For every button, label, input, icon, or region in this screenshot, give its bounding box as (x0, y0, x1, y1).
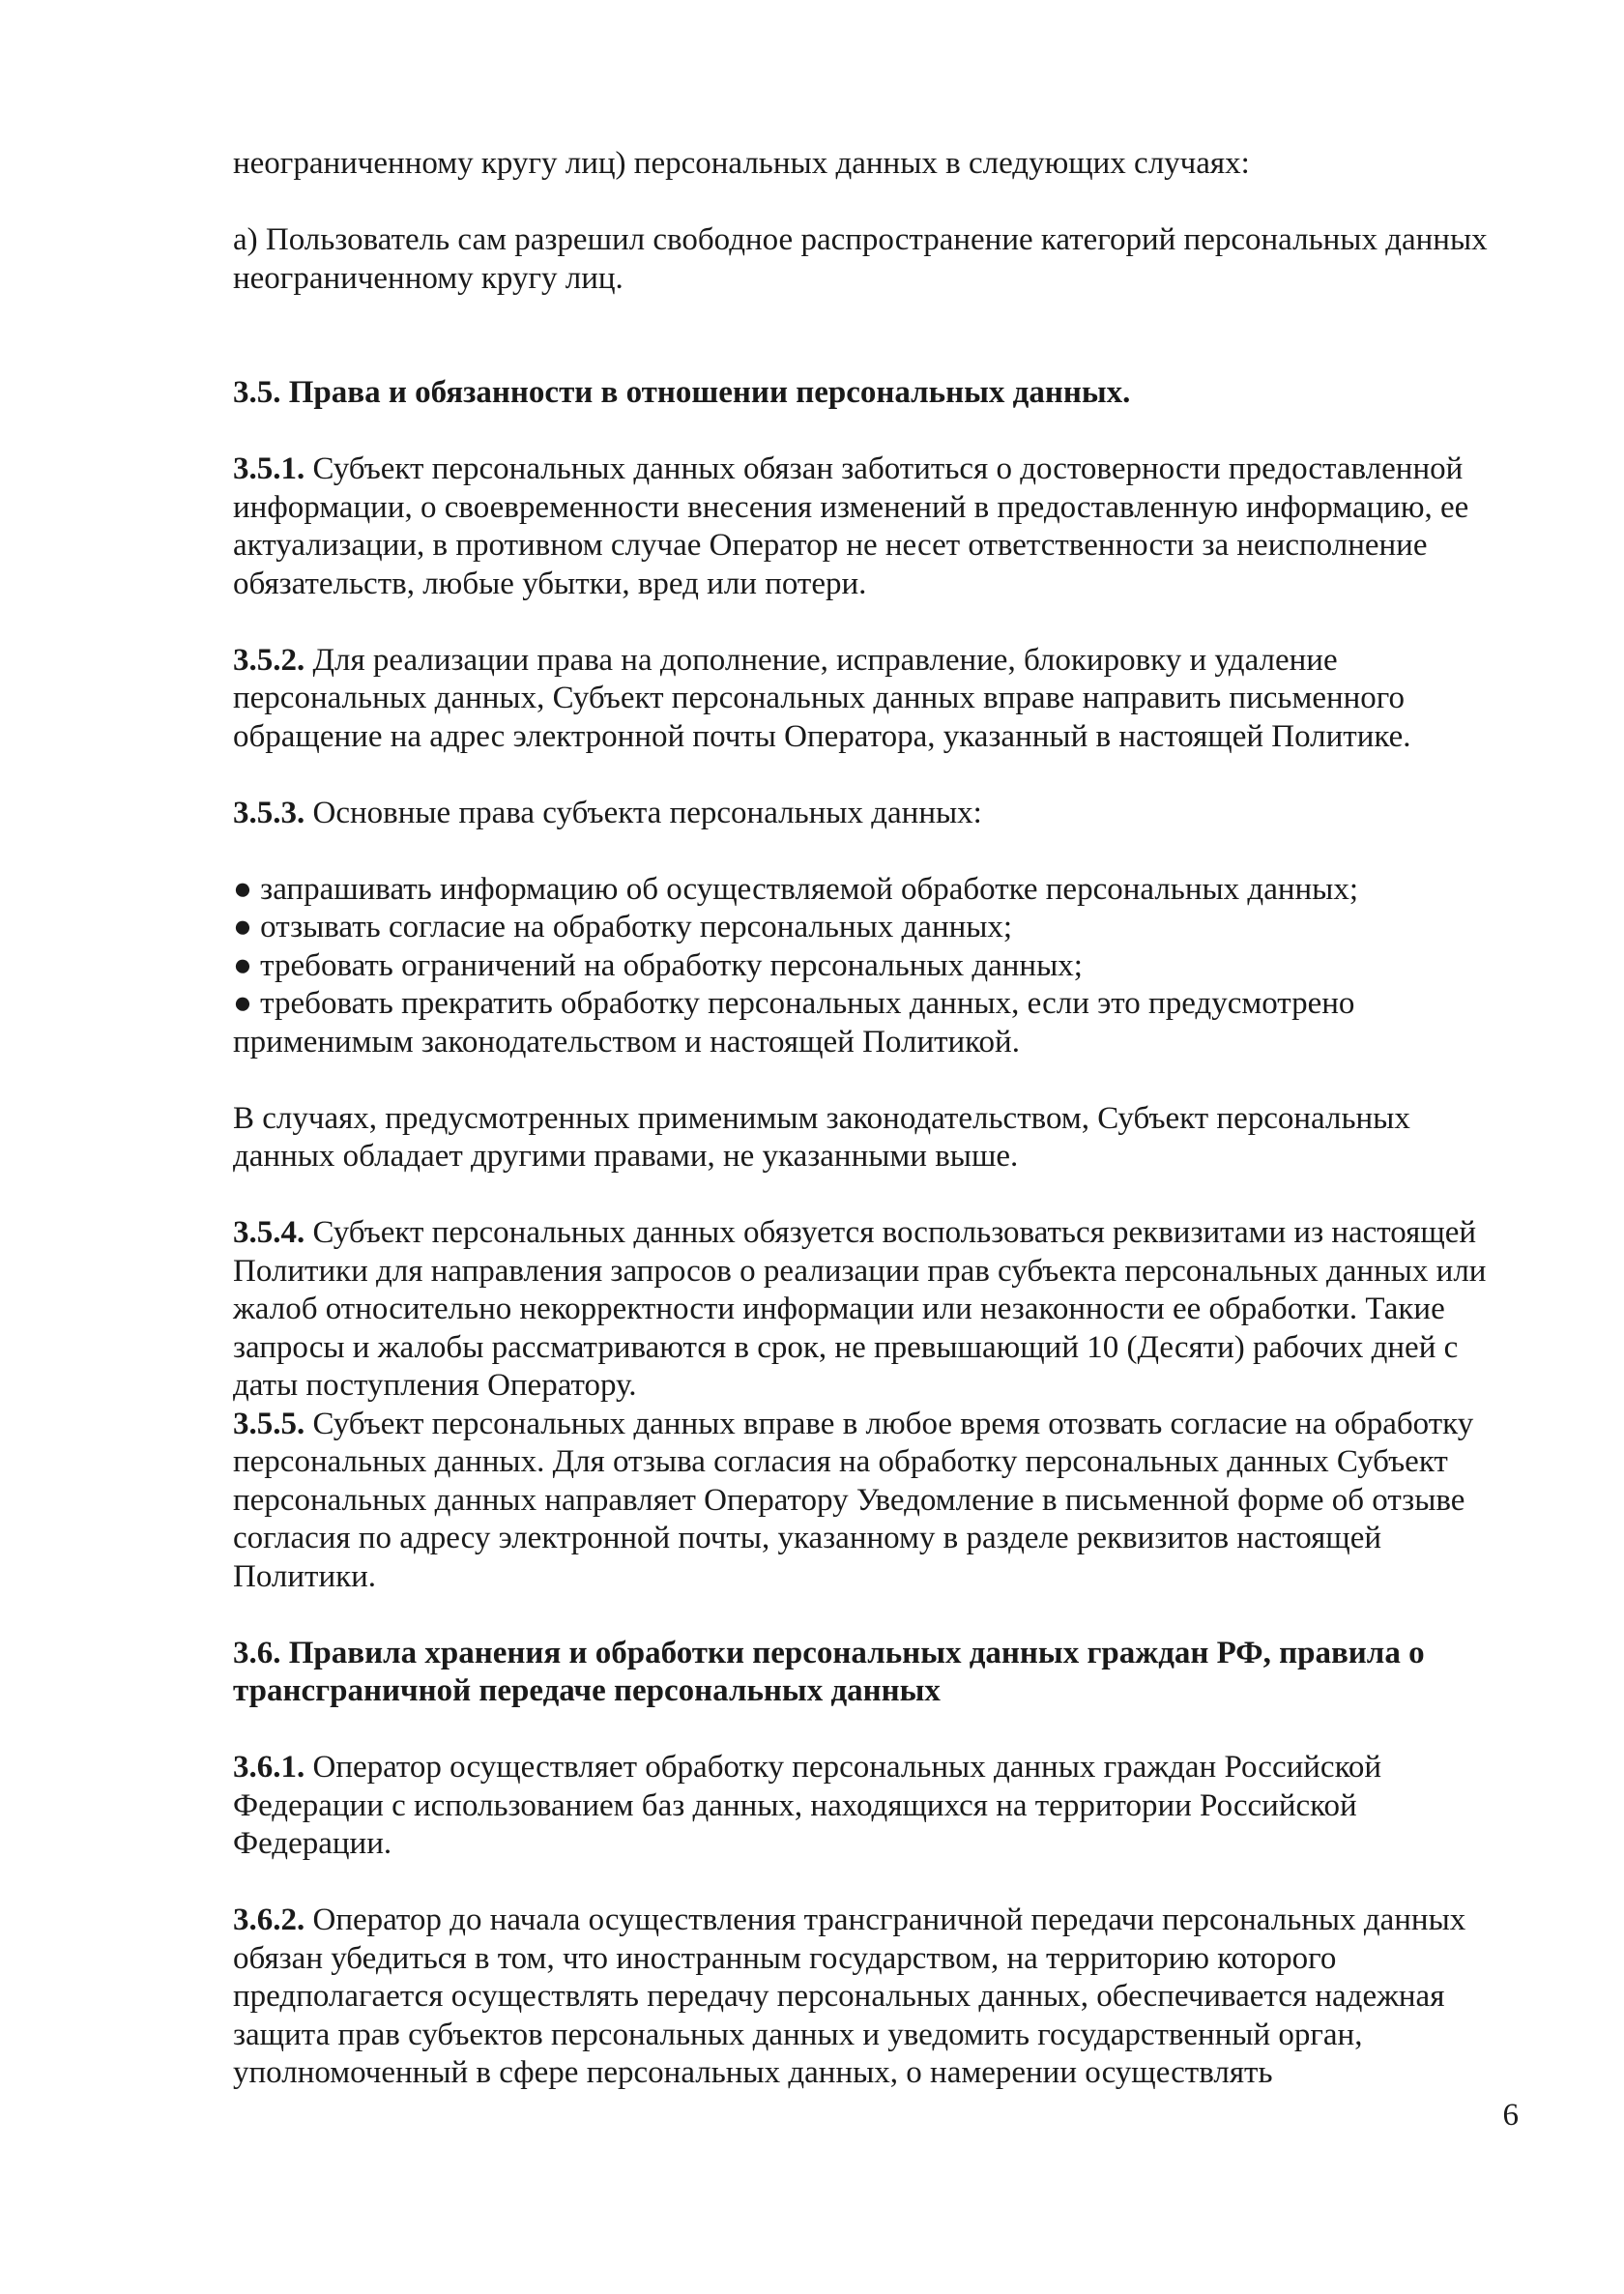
clause-number: 3.6.1. (233, 1750, 305, 1785)
clause-text: Субъект персональных данных вправе в любое время отозвать согласие на обработку персональных данных. Для отзыва согласия на обработку персональных данных Субъект персональных данных направляет Оператору Уведомление в письменной форме об отзыве согласия по адресу электронной почты, указанному в разделе реквизитов настоящей Политики. (233, 1406, 1474, 1594)
heading-text: 3.6. Правила хранения и обработки персональных данных граждан РФ, правила о трансграничной передаче персональных данных (233, 1635, 1425, 1708)
clause-3-5-5 (233, 1406, 1528, 1597)
clause-text: Основные права субъекта персональных данных: (304, 795, 982, 830)
page-number: 6 (1502, 2098, 1519, 2133)
list-item: ● требовать прекратить обработку персональных данных, если это предусмотрено применимым законодательством и настоящей Политикой. (233, 986, 1355, 1060)
clause-text: Субъект персональных данных обязуется воспользоваться реквизитами из настоящей Политики для направления запросов о реализации прав субъекта персональных данных или жалоб относительно некорректности информации или незаконности ее обработки. Такие запросы и жалобы рассматриваются в срок, не превышающий 10 (Десяти) рабочих дней с даты поступления Оператору. (233, 1215, 1487, 1403)
list-item: ● требовать ограничений на обработку персональных данных; (233, 947, 1083, 983)
clause-number: 3.5.2. (233, 642, 305, 678)
other-rights-paragraph: В случаях, предусмотренных применимым законодательством, Субъект персональных данных обладает другими правами, не указанными выше. (233, 1100, 1410, 1174)
clause-text: Оператор осуществляет обработку персональных данных граждан Российской Федерации с использованием баз данных, находящихся на территории Российской Федерации. (233, 1750, 1382, 1861)
clause-number: 3.5.3. (233, 795, 305, 830)
list-item: ● отзывать согласие на обработку персональных данных; (233, 910, 1013, 944)
paragraph-a: а) Пользователь сам разрешил свободное распространение категорий персональных данных неограниченному кругу лиц. (233, 222, 1488, 296)
clause-number: 3.6.2. (233, 1902, 305, 1937)
clause-number: 3.5.4. (233, 1215, 305, 1250)
section-heading-3-6 (233, 1635, 1509, 1711)
clause-number: 3.5.1. (233, 451, 305, 486)
clause-text: Оператор до начала осуществления трансграничной передачи персональных данных обязан убедиться в том, что иностранным государством, на территорию которого предполагается осуществлять передачу персональных данных, обеспечивается надежная защита прав субъектов персональных данных и уведомить государственный орган, уполномоченный в сфере персональных данных, о намерении осуществлять (233, 1902, 1466, 2090)
clause-number: 3.5.5. (233, 1406, 305, 1441)
rights-bullet-list (233, 871, 1451, 1062)
intro-paragraph: неограниченному кругу лиц) персональных данных в следующих случаях: (233, 146, 1250, 181)
clause-3-6-2 (233, 1902, 1519, 2093)
heading-text: 3.5. Права и обязанности в отношении персональных данных. (233, 375, 1131, 410)
document-page (233, 145, 1528, 2093)
clause-3-6-1 (233, 1749, 1441, 1864)
clause-3-5-1 (233, 450, 1528, 603)
clause-3-5-4 (233, 1214, 1528, 1406)
clause-3-5-2 (233, 642, 1461, 757)
list-item: ● запрашивать информацию об осуществляемой обработке персональных данных; (233, 871, 1359, 907)
clause-text: Для реализации права на дополнение, исправление, блокировку и удаление персональных данных, Субъект персональных данных вправе направить письменного обращение на адрес электронной почты Оператора, указанный в настоящей Политике. (233, 642, 1411, 754)
clause-3-5-3 (233, 795, 1528, 833)
section-heading-3-5 (233, 374, 1528, 413)
clause-text: Субъект персональных данных обязан заботиться о достоверности предоставленной информации, о своевременности внесения изменений в предоставленную информацию, ее актуализации, в противном случае Оператор не несет ответственности за неисполнение обязательств, любые убытки, вред или потери. (233, 451, 1469, 601)
